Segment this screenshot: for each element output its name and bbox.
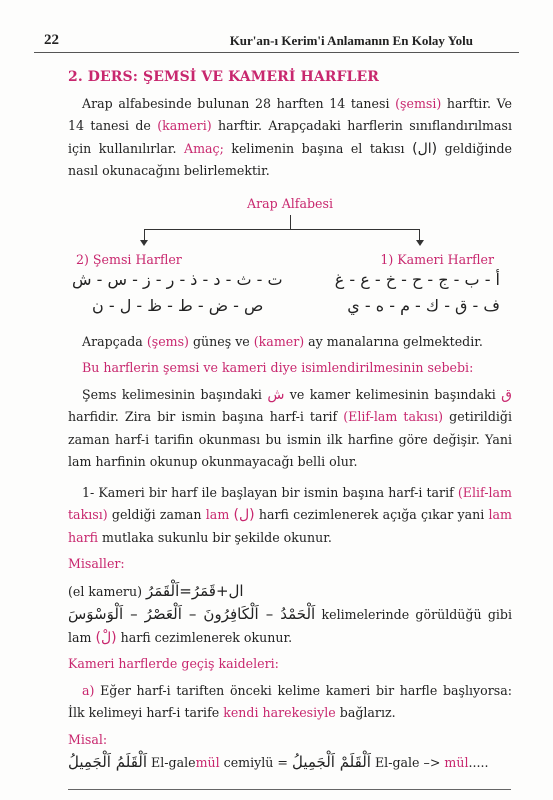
intro-arabic-al: (ال) [412, 140, 438, 157]
misal-text: ..... [468, 755, 489, 770]
intro-text: Arap alfabesinde bulunan 28 harften 14 tanesi [82, 95, 396, 111]
rule-text: geldiği zaman [107, 507, 206, 522]
misal-term: mül [195, 755, 220, 770]
alphabet-diagram [68, 189, 512, 327]
misal-term: mül [444, 755, 469, 770]
misal-text: El-gale [370, 755, 424, 770]
section-title: 2. DERS: ŞEMSİ VE KAMERİ HARFLER [68, 69, 380, 85]
rule-a-marker: a) [82, 682, 95, 698]
qamari-category-label: 1) Kameri Harfler [380, 251, 494, 267]
misal-heading: Misal: [68, 731, 108, 747]
shamsi-category-label: 2) Şemsi Harfler [76, 251, 182, 267]
rule-a-paragraph [68, 680, 512, 725]
arabic-letter-lam: (ل) [233, 507, 255, 523]
intro-text: harftir. Ve 14 tanesi de [68, 95, 512, 133]
rule-1-paragraph [68, 482, 512, 550]
misal-arabic: اَلْقَلَمْ اَلْجَمِيلُ [291, 753, 371, 771]
reason-heading: Bu harflerin şemsi ve kameri diye isimlendirilmesinin sebebi: [82, 360, 474, 375]
reason-paragraph [68, 384, 512, 474]
arrow-right-icon: –> [423, 755, 441, 770]
arabic-letter-shin: ش [267, 386, 285, 403]
intro-term-qamari: (kameri) [157, 118, 212, 133]
rule-a-text: bağlarız. [335, 705, 396, 720]
example-2 [68, 603, 512, 649]
example-text: kelimelerinde görüldüğü gibi lam [68, 607, 512, 645]
book-title: Kur'an-ı Kerim'i Anlamanın En Kolay Yolu [229, 33, 473, 48]
intro-paragraph [68, 93, 512, 183]
reason-text: harfidir. Zira bir ismin başına harf-i tarif [68, 409, 344, 424]
diagram-root-label: Arap Alfabesi [247, 195, 333, 211]
rule-a-text: Eğer harf-i tariften önceki kelime kameri bir harfle başlıyorsa: İlk kelimeyi harf-i tarife [68, 682, 512, 720]
transition-heading: Kameri harflerde geçiş kaideleri: [68, 656, 279, 671]
page-body [68, 66, 512, 775]
example-1 [68, 580, 512, 604]
rule-a-term: kendi harekesiyle [223, 705, 336, 720]
diagram-connector [144, 229, 420, 230]
meaning-text: güneş ve [188, 333, 254, 349]
rule-text: harfi cezimlenerek açığa çıkar yani [254, 507, 489, 522]
meaning-paragraph [68, 331, 512, 354]
intro-term-shamsi: (şemsi) [395, 95, 442, 111]
page-header [34, 30, 519, 53]
reason-text: Şems kelimesinin başındaki [82, 386, 268, 402]
shamsi-letters-row: ت - ث - د - ذ - ر - ز - س - ش [72, 269, 283, 289]
page-number: 22 [44, 32, 59, 48]
rule-term-lam: lam [205, 507, 230, 522]
shamsi-letters-row: ص - ض - ط - ظ - ل - ن [92, 295, 264, 315]
intro-text: harftir. Arapçadaki harflerin sınıflandırılması için kullanılırlar. [68, 118, 512, 156]
misal-line [68, 751, 512, 775]
reason-text: getirildiği zaman harf-i tarifin okunması bu ismin ilk harfine göre değişir. Yani lam harfinin okunup okunmayacağı belli olur. [68, 409, 512, 469]
rule-term: (Elif-lam takısı) [68, 484, 512, 522]
examples-heading: Misaller: [68, 556, 125, 571]
intro-text: kelimenin başına el takısı [223, 140, 413, 156]
rule-term-lam-harfi: lam harfi [68, 507, 512, 545]
bottom-rule [68, 789, 511, 790]
reason-text: ve kamer kelimesinin başındaki [284, 386, 502, 402]
meaning-text: Arapçada [82, 333, 147, 349]
arrow-down-icon [140, 240, 148, 246]
example-arabic: ال+قَمَرُ=اَلْقَمَرُ [145, 581, 244, 600]
meaning-text: ay manalarına gelmektedir. [304, 333, 483, 349]
intro-term-amac: Amaç; [183, 140, 224, 156]
qamari-letters-row: ف - ق - ك - م - ه - ي [347, 295, 500, 315]
qamari-letters-row: أ - ب - ج - ح - خ - ع - غ [334, 269, 500, 289]
arabic-lam-sukun: (لْ) [95, 629, 117, 646]
example-text: (el kameru) [68, 583, 146, 599]
reason-term: (Elif-lam takısı) [343, 409, 444, 424]
meaning-term-qamar: (kamer) [253, 333, 305, 349]
example-text: harfi cezimlenerek okunur. [116, 629, 293, 645]
meaning-term-shams: (şems) [146, 333, 189, 349]
misal-text: El-gale [147, 755, 196, 770]
misal-text: cemiylü = [219, 755, 292, 770]
rule-text: 1- Kameri bir harf ile başlayan bir ismin başına harf-i tarif [82, 484, 458, 500]
arabic-letter-qaf: ق [501, 386, 512, 403]
intro-text: geldiğinde nasıl okunacağını belirlemektir. [68, 140, 512, 178]
misal-arabic: اَلْقَلَمُ اَلْجَمِيلُ [68, 753, 148, 771]
rule-text: mutlaka sukunlu bir şekilde okunur. [98, 529, 332, 545]
diagram-connector [290, 215, 291, 229]
example-arabic-words: اَلْحَمْدُ – اَلْكَافِرُونَ – اَلْعَصْرُ – اَلْوَسْوَسَ [68, 605, 316, 623]
arrow-down-icon [416, 240, 424, 246]
